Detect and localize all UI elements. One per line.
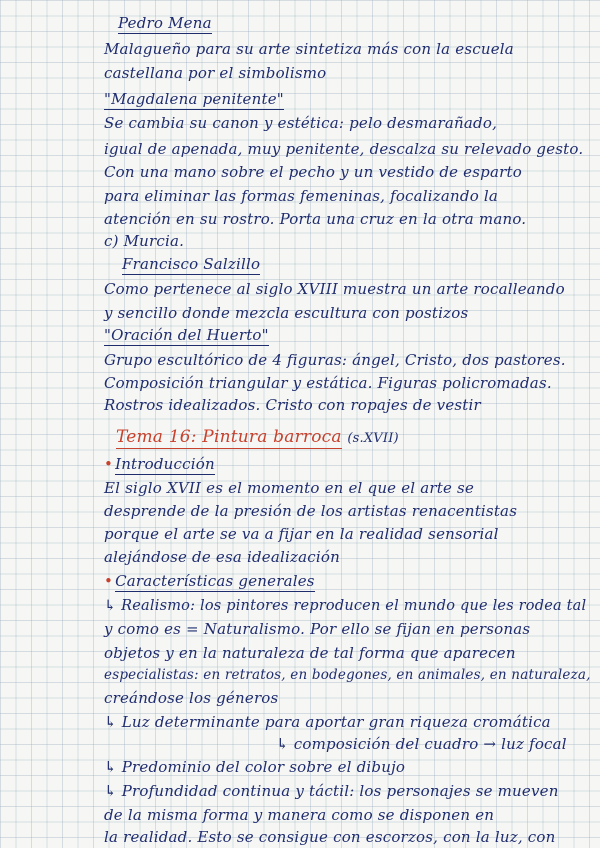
heading-salzillo: Francisco Salzillo (122, 255, 261, 273)
text-line: atención en su rostro. Porta una cruz en la otra mano. (104, 210, 527, 228)
text-line: y sencillo donde mezcla escultura con postizos (104, 304, 469, 322)
text-line: la realidad. Esto se consigue con escorzos, con la luz, con (104, 828, 556, 846)
text-line: igual de apenada, muy penitente, descalza su relevado gesto. (104, 140, 584, 158)
text-line: especialistas: en retratos, en bodegones, en animales, en naturaleza, (104, 667, 591, 683)
section-introduccion: • Introducción (104, 455, 215, 473)
text-line: El siglo XVII es el momento en el que el arte se (104, 479, 475, 497)
tema-heading: Tema 16: Pintura barroca (s.XVII) (116, 427, 399, 447)
text-line: ↳ Luz determinante para aportar gran riqueza cromática (104, 713, 551, 731)
text-line: c) Murcia. (104, 232, 185, 250)
text-line: ↳ Realismo: los pintores reproducen el mundo que les rodea tal (104, 598, 587, 614)
text-line: Como pertenece al siglo XVIII muestra un arte rocalleando (104, 280, 565, 298)
heading-pedro-mena: Pedro Mena (118, 14, 212, 32)
text-line: Se cambia su canon y estética: pelo desmarañado, (104, 114, 498, 132)
text-line: Grupo escultórico de 4 figuras: ángel, Cristo, dos pastores. (104, 351, 566, 369)
text-line: castellana por el simbolismo (104, 64, 327, 82)
text-line: porque el arte se va a fijar en la realidad sensorial (104, 525, 499, 543)
text-line: objetos y en la naturaleza de tal forma que aparecen (104, 644, 516, 662)
title-magdalena: "Magdalena penitente" (104, 90, 284, 108)
text-line: ↳ Profundidad continua y táctil: los personajes se mueven (104, 782, 559, 800)
text-line: desprende de la presión de los artistas renacentistas (104, 502, 518, 520)
text-line: de la misma forma y manera como se disponen en (104, 806, 495, 824)
text-line: Malagueño para su arte sintetiza más con la escuela (104, 40, 514, 58)
text-line: Con una mano sobre el pecho y un vestido de esparto (104, 163, 522, 181)
text-line: y como es = Naturalismo. Por ello se fijan en personas (104, 620, 531, 638)
text-line: Rostros idealizados. Cristo con ropajes de vestir (104, 396, 481, 414)
text-line: para eliminar las formas femeninas, focalizando la (104, 187, 499, 205)
text-line: alejándose de esa idealización (104, 548, 340, 566)
title-oracion: "Oración del Huerto" (104, 326, 269, 344)
text-line: ↳ composición del cuadro → luz focal (276, 735, 567, 753)
text-line: Composición triangular y estática. Figuras policromadas. (104, 374, 552, 392)
section-caracteristicas: • Características generales (104, 572, 315, 590)
text-line: ↳ Predominio del color sobre el dibujo (104, 758, 406, 776)
text-line: creándose los géneros (104, 689, 279, 707)
